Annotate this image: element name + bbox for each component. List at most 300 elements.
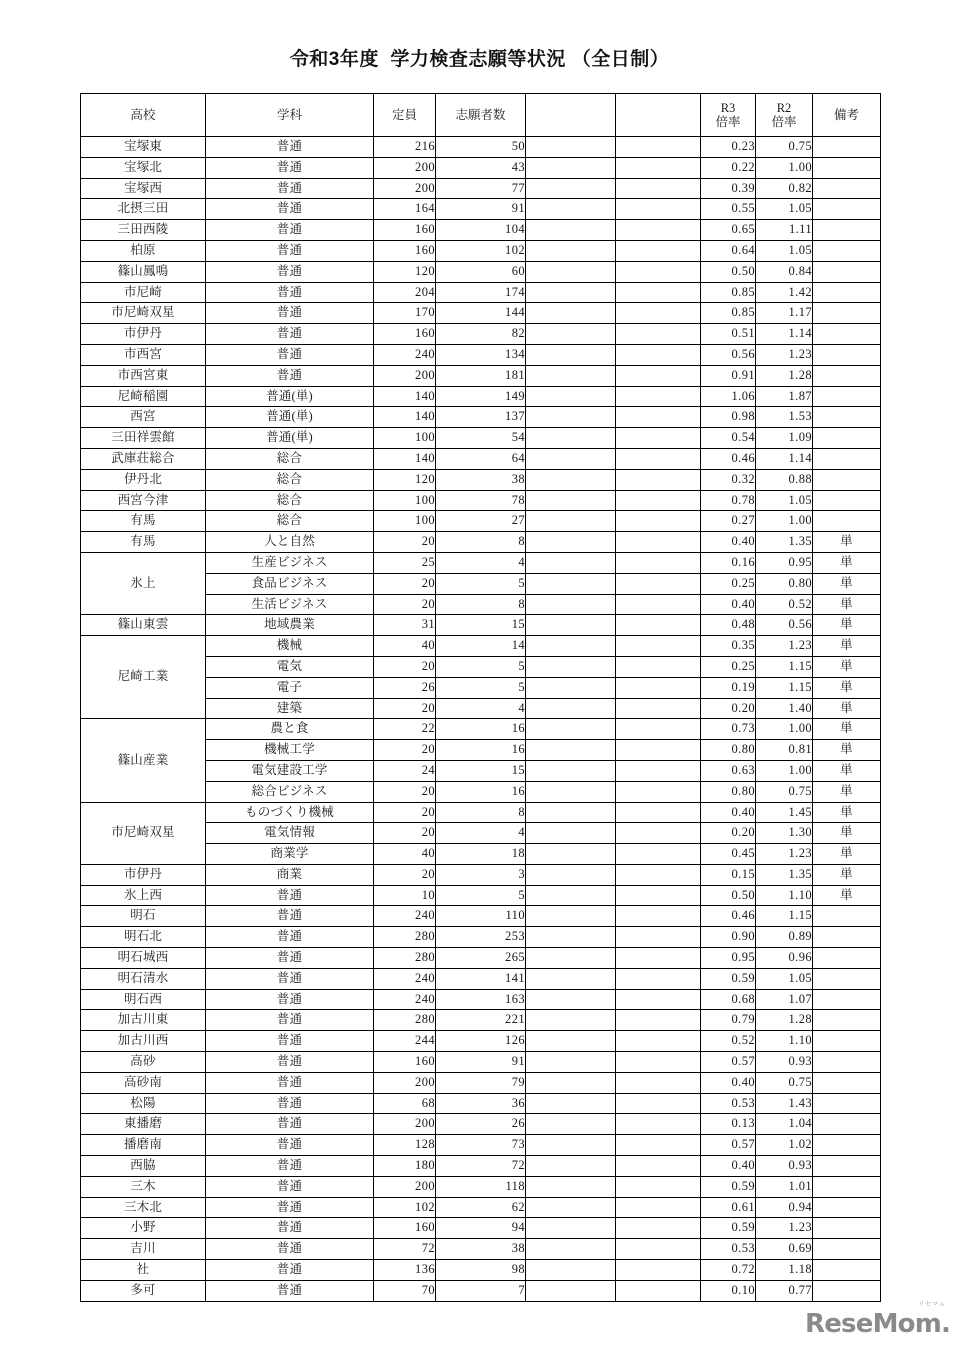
cell-blank-1 (526, 573, 616, 594)
cell-capacity: 31 (374, 615, 436, 636)
table-header-row (81, 94, 881, 137)
cell-applicants: 14 (436, 636, 526, 657)
cell-r2-ratio: 1.04 (756, 1114, 813, 1135)
cell-note (813, 261, 881, 282)
cell-course: 電気情報 (206, 823, 374, 844)
cell-r3-ratio: 0.25 (701, 656, 756, 677)
table-row (81, 532, 881, 553)
cell-blank-2 (616, 1176, 701, 1197)
cell-blank-1 (526, 137, 616, 158)
table-row (81, 282, 881, 303)
cell-capacity: 20 (374, 573, 436, 594)
table-row (81, 906, 881, 927)
cell-r2-ratio: 1.05 (756, 490, 813, 511)
table-row (81, 407, 881, 428)
cell-school: 市尼崎双星 (81, 303, 206, 324)
cell-note (813, 386, 881, 407)
cell-blank-2 (616, 1156, 701, 1177)
cell-blank-1 (526, 594, 616, 615)
cell-applicants: 4 (436, 552, 526, 573)
cell-applicants: 38 (436, 1239, 526, 1260)
cell-school: 播磨南 (81, 1135, 206, 1156)
cell-school: 氷上西 (81, 885, 206, 906)
cell-applicants: 73 (436, 1135, 526, 1156)
cell-applicants: 91 (436, 1052, 526, 1073)
cell-blank-1 (526, 1114, 616, 1135)
column-header-r3-ratio (701, 94, 756, 137)
cell-school: 有馬 (81, 532, 206, 553)
cell-course: 電子 (206, 677, 374, 698)
cell-blank-1 (526, 968, 616, 989)
cell-r3-ratio: 0.15 (701, 864, 756, 885)
cell-course: 電気 (206, 656, 374, 677)
cell-school: 明石西 (81, 989, 206, 1010)
cell-capacity: 120 (374, 261, 436, 282)
cell-blank-1 (526, 677, 616, 698)
cell-course: 総合 (206, 511, 374, 532)
cell-course: 地域農業 (206, 615, 374, 636)
cell-blank-1 (526, 781, 616, 802)
cell-note: 単 (813, 698, 881, 719)
cell-course: 普通 (206, 906, 374, 927)
cell-capacity: 100 (374, 490, 436, 511)
cell-course: 普通 (206, 1052, 374, 1073)
cell-blank-1 (526, 1218, 616, 1239)
cell-applicants: 110 (436, 906, 526, 927)
cell-capacity: 280 (374, 948, 436, 969)
cell-course: 普通 (206, 1280, 374, 1301)
cell-note (813, 1135, 881, 1156)
cell-note (813, 1093, 881, 1114)
cell-r3-ratio: 0.79 (701, 1010, 756, 1031)
cell-r3-ratio: 0.73 (701, 719, 756, 740)
cell-course: 生産ビジネス (206, 552, 374, 573)
cell-course: 農と食 (206, 719, 374, 740)
table-row (81, 261, 881, 282)
cell-school: 宝塚西 (81, 178, 206, 199)
cell-r2-ratio: 0.94 (756, 1197, 813, 1218)
cell-note: 単 (813, 615, 881, 636)
cell-blank-1 (526, 490, 616, 511)
cell-r3-ratio: 0.20 (701, 698, 756, 719)
cell-course: 普通 (206, 261, 374, 282)
cell-note: 単 (813, 719, 881, 740)
cell-r2-ratio: 1.23 (756, 344, 813, 365)
cell-course: 普通 (206, 968, 374, 989)
cell-capacity: 128 (374, 1135, 436, 1156)
cell-school: 西宮今津 (81, 490, 206, 511)
table-row (81, 1093, 881, 1114)
cell-r3-ratio: 0.59 (701, 968, 756, 989)
cell-course: 生活ビジネス (206, 594, 374, 615)
cell-r3-ratio: 0.32 (701, 469, 756, 490)
cell-note (813, 157, 881, 178)
cell-applicants: 8 (436, 532, 526, 553)
cell-r3-ratio: 0.85 (701, 282, 756, 303)
cell-note (813, 1197, 881, 1218)
cell-applicants: 144 (436, 303, 526, 324)
cell-school: 柏原 (81, 240, 206, 261)
cell-r3-ratio: 0.40 (701, 802, 756, 823)
cell-r2-ratio: 1.35 (756, 864, 813, 885)
cell-blank-1 (526, 864, 616, 885)
cell-r2-ratio: 1.28 (756, 365, 813, 386)
cell-r3-ratio: 0.78 (701, 490, 756, 511)
cell-r2-ratio: 0.84 (756, 261, 813, 282)
cell-note: 単 (813, 740, 881, 761)
resemom-logo (805, 1301, 951, 1351)
table-row (81, 1031, 881, 1052)
cell-r2-ratio: 0.81 (756, 740, 813, 761)
cell-applicants: 163 (436, 989, 526, 1010)
cell-applicants: 181 (436, 365, 526, 386)
cell-capacity: 200 (374, 1072, 436, 1093)
cell-school: 宝塚北 (81, 157, 206, 178)
cell-course: 電気建設工学 (206, 760, 374, 781)
cell-r3-ratio: 0.90 (701, 927, 756, 948)
cell-capacity: 20 (374, 864, 436, 885)
cell-applicants: 16 (436, 740, 526, 761)
cell-r2-ratio: 1.02 (756, 1135, 813, 1156)
column-header-r2-top: R2 (776, 100, 792, 115)
cell-school: 市伊丹 (81, 324, 206, 345)
cell-r2-ratio: 1.07 (756, 989, 813, 1010)
cell-r3-ratio: 0.57 (701, 1135, 756, 1156)
cell-blank-1 (526, 1156, 616, 1177)
cell-r3-ratio: 0.59 (701, 1218, 756, 1239)
cell-applicants: 38 (436, 469, 526, 490)
cell-blank-1 (526, 261, 616, 282)
cell-r3-ratio: 0.40 (701, 594, 756, 615)
cell-blank-1 (526, 1260, 616, 1281)
cell-note: 単 (813, 573, 881, 594)
cell-r3-ratio: 0.39 (701, 178, 756, 199)
cell-capacity: 136 (374, 1260, 436, 1281)
cell-blank-2 (616, 178, 701, 199)
cell-applicants: 149 (436, 386, 526, 407)
cell-course: 総合 (206, 469, 374, 490)
cell-note (813, 1031, 881, 1052)
cell-capacity: 68 (374, 1093, 436, 1114)
cell-capacity: 40 (374, 636, 436, 657)
cell-r3-ratio: 0.56 (701, 344, 756, 365)
cell-r2-ratio: 1.45 (756, 802, 813, 823)
cell-r2-ratio: 1.05 (756, 968, 813, 989)
cell-blank-1 (526, 324, 616, 345)
cell-course: 普通 (206, 365, 374, 386)
cell-r2-ratio: 0.82 (756, 178, 813, 199)
cell-r2-ratio: 1.43 (756, 1093, 813, 1114)
cell-course: 普通 (206, 324, 374, 345)
column-header-blank-2 (616, 94, 701, 137)
table-header (81, 94, 881, 137)
cell-r3-ratio: 0.27 (701, 511, 756, 532)
cell-course: 商業 (206, 864, 374, 885)
cell-r3-ratio: 0.13 (701, 1114, 756, 1135)
cell-course: 普通 (206, 157, 374, 178)
cell-r2-ratio: 1.14 (756, 448, 813, 469)
cell-r3-ratio: 0.46 (701, 906, 756, 927)
cell-capacity: 26 (374, 677, 436, 698)
cell-r2-ratio: 0.93 (756, 1156, 813, 1177)
cell-blank-2 (616, 1218, 701, 1239)
cell-r2-ratio: 1.18 (756, 1260, 813, 1281)
cell-blank-1 (526, 885, 616, 906)
cell-course: 普通 (206, 1135, 374, 1156)
cell-school: 明石北 (81, 927, 206, 948)
cell-capacity: 216 (374, 137, 436, 158)
cell-blank-2 (616, 1135, 701, 1156)
cell-blank-2 (616, 532, 701, 553)
cell-blank-1 (526, 178, 616, 199)
cell-r2-ratio: 1.00 (756, 719, 813, 740)
cell-capacity: 160 (374, 1218, 436, 1239)
cell-r3-ratio: 0.54 (701, 428, 756, 449)
cell-note (813, 448, 881, 469)
cell-applicants: 16 (436, 781, 526, 802)
cell-r3-ratio: 0.55 (701, 199, 756, 220)
cell-blank-2 (616, 636, 701, 657)
table-row (81, 1072, 881, 1093)
column-header-blank-1 (526, 94, 616, 137)
page-title: 令和3年度 学力検査志願等状況 （全日制） (289, 49, 670, 70)
table-row (81, 885, 881, 906)
cell-r3-ratio: 0.98 (701, 407, 756, 428)
cell-note (813, 137, 881, 158)
cell-r2-ratio: 0.75 (756, 137, 813, 158)
cell-school: 市西宮東 (81, 365, 206, 386)
cell-course: 人と自然 (206, 532, 374, 553)
column-header-r3-top: R3 (720, 100, 736, 115)
cell-school: 市西宮 (81, 344, 206, 365)
cell-school: 西宮 (81, 407, 206, 428)
cell-course: 普通(単) (206, 407, 374, 428)
cell-r2-ratio: 0.93 (756, 1052, 813, 1073)
cell-r3-ratio: 0.63 (701, 760, 756, 781)
cell-r3-ratio: 0.40 (701, 1072, 756, 1093)
cell-course: 建築 (206, 698, 374, 719)
cell-course: 食品ビジネス (206, 573, 374, 594)
cell-blank-1 (526, 1239, 616, 1260)
cell-blank-1 (526, 760, 616, 781)
table-row (81, 490, 881, 511)
cell-course: 普通 (206, 1114, 374, 1135)
cell-blank-1 (526, 220, 616, 241)
cell-r3-ratio: 0.52 (701, 1031, 756, 1052)
cell-applicants: 77 (436, 178, 526, 199)
cell-school: 三田西陵 (81, 220, 206, 241)
cell-blank-2 (616, 1072, 701, 1093)
cell-applicants: 221 (436, 1010, 526, 1031)
cell-capacity: 280 (374, 927, 436, 948)
cell-blank-2 (616, 220, 701, 241)
cell-applicants: 18 (436, 844, 526, 865)
cell-blank-2 (616, 906, 701, 927)
cell-note: 単 (813, 844, 881, 865)
table-row (81, 552, 881, 573)
cell-blank-1 (526, 240, 616, 261)
cell-course: 普通 (206, 1239, 374, 1260)
resemom-logo-text: ReseMom (805, 1309, 941, 1339)
cell-blank-2 (616, 594, 701, 615)
table-row (81, 1176, 881, 1197)
cell-capacity: 22 (374, 719, 436, 740)
cell-note: 単 (813, 823, 881, 844)
cell-capacity: 240 (374, 344, 436, 365)
cell-note (813, 220, 881, 241)
cell-note: 単 (813, 760, 881, 781)
cell-blank-2 (616, 1052, 701, 1073)
cell-school: 北摂三田 (81, 199, 206, 220)
cell-blank-1 (526, 615, 616, 636)
cell-course: 普通 (206, 1072, 374, 1093)
table-row (81, 864, 881, 885)
cell-capacity: 120 (374, 469, 436, 490)
table-row (81, 157, 881, 178)
cell-blank-1 (526, 844, 616, 865)
cell-applicants: 137 (436, 407, 526, 428)
column-header-r2-bottom: 倍率 (771, 115, 797, 129)
cell-r3-ratio: 1.06 (701, 386, 756, 407)
cell-r2-ratio: 1.23 (756, 1218, 813, 1239)
cell-course: 普通 (206, 282, 374, 303)
cell-applicants: 26 (436, 1114, 526, 1135)
cell-school: 加古川東 (81, 1010, 206, 1031)
cell-r3-ratio: 0.51 (701, 324, 756, 345)
cell-blank-1 (526, 386, 616, 407)
cell-school: 伊丹北 (81, 469, 206, 490)
cell-blank-2 (616, 490, 701, 511)
cell-r2-ratio: 1.05 (756, 240, 813, 261)
cell-note: 単 (813, 677, 881, 698)
cell-blank-1 (526, 428, 616, 449)
cell-note (813, 906, 881, 927)
cell-blank-1 (526, 698, 616, 719)
cell-blank-2 (616, 344, 701, 365)
cell-r3-ratio: 0.53 (701, 1093, 756, 1114)
cell-blank-1 (526, 199, 616, 220)
cell-capacity: 204 (374, 282, 436, 303)
cell-applicants: 15 (436, 615, 526, 636)
cell-note (813, 428, 881, 449)
resemom-logo-mark (805, 1301, 951, 1339)
cell-note (813, 365, 881, 386)
cell-blank-2 (616, 802, 701, 823)
cell-capacity: 160 (374, 1052, 436, 1073)
table-row (81, 1239, 881, 1260)
cell-blank-2 (616, 137, 701, 158)
table-row (81, 968, 881, 989)
cell-course: 普通 (206, 989, 374, 1010)
cell-note (813, 989, 881, 1010)
cell-school: 加古川西 (81, 1031, 206, 1052)
table-row (81, 1052, 881, 1073)
cell-school: 高砂 (81, 1052, 206, 1073)
cell-course: 普通 (206, 1197, 374, 1218)
cell-capacity: 20 (374, 823, 436, 844)
cell-school: 氷上 (81, 552, 206, 614)
cell-school: 多可 (81, 1280, 206, 1301)
cell-course: 普通 (206, 240, 374, 261)
cell-applicants: 5 (436, 573, 526, 594)
cell-blank-2 (616, 698, 701, 719)
cell-note (813, 1114, 881, 1135)
cell-capacity: 160 (374, 220, 436, 241)
cell-blank-1 (526, 1176, 616, 1197)
cell-applicants: 5 (436, 885, 526, 906)
cell-applicants: 98 (436, 1260, 526, 1281)
cell-school: 有馬 (81, 511, 206, 532)
cell-blank-1 (526, 532, 616, 553)
cell-blank-1 (526, 802, 616, 823)
cell-r3-ratio: 0.80 (701, 740, 756, 761)
table-row (81, 324, 881, 345)
cell-applicants: 54 (436, 428, 526, 449)
cell-r3-ratio: 0.22 (701, 157, 756, 178)
cell-capacity: 20 (374, 802, 436, 823)
cell-capacity: 10 (374, 885, 436, 906)
cell-blank-2 (616, 844, 701, 865)
cell-r3-ratio: 0.25 (701, 573, 756, 594)
cell-r3-ratio: 0.40 (701, 1156, 756, 1177)
cell-course: 普通 (206, 1218, 374, 1239)
cell-school: 松陽 (81, 1093, 206, 1114)
cell-applicants: 5 (436, 656, 526, 677)
cell-r3-ratio: 0.16 (701, 552, 756, 573)
cell-r2-ratio: 1.40 (756, 698, 813, 719)
cell-r2-ratio: 1.28 (756, 1010, 813, 1031)
cell-blank-2 (616, 968, 701, 989)
cell-blank-2 (616, 740, 701, 761)
cell-r3-ratio: 0.50 (701, 885, 756, 906)
cell-blank-1 (526, 303, 616, 324)
cell-blank-1 (526, 906, 616, 927)
cell-r3-ratio: 0.80 (701, 781, 756, 802)
table-body (81, 137, 881, 1302)
table-row (81, 1218, 881, 1239)
cell-blank-1 (526, 344, 616, 365)
cell-note (813, 199, 881, 220)
cell-capacity: 20 (374, 781, 436, 802)
cell-blank-2 (616, 407, 701, 428)
cell-capacity: 200 (374, 365, 436, 386)
cell-blank-1 (526, 948, 616, 969)
cell-course: 総合 (206, 490, 374, 511)
cell-applicants: 265 (436, 948, 526, 969)
applications-table-wrap (80, 93, 880, 1302)
table-row (81, 1114, 881, 1135)
cell-r3-ratio: 0.53 (701, 1239, 756, 1260)
applications-table (80, 93, 881, 1302)
cell-r2-ratio: 1.35 (756, 532, 813, 553)
cell-capacity: 240 (374, 968, 436, 989)
cell-blank-1 (526, 552, 616, 573)
cell-note (813, 1010, 881, 1031)
cell-blank-2 (616, 240, 701, 261)
cell-course: 普通(単) (206, 428, 374, 449)
cell-school: 小野 (81, 1218, 206, 1239)
cell-blank-2 (616, 864, 701, 885)
cell-course: 普通 (206, 1010, 374, 1031)
cell-blank-1 (526, 1072, 616, 1093)
cell-blank-2 (616, 157, 701, 178)
table-row (81, 511, 881, 532)
cell-applicants: 7 (436, 1280, 526, 1301)
table-row (81, 989, 881, 1010)
table-row (81, 240, 881, 261)
cell-note (813, 303, 881, 324)
cell-blank-2 (616, 282, 701, 303)
